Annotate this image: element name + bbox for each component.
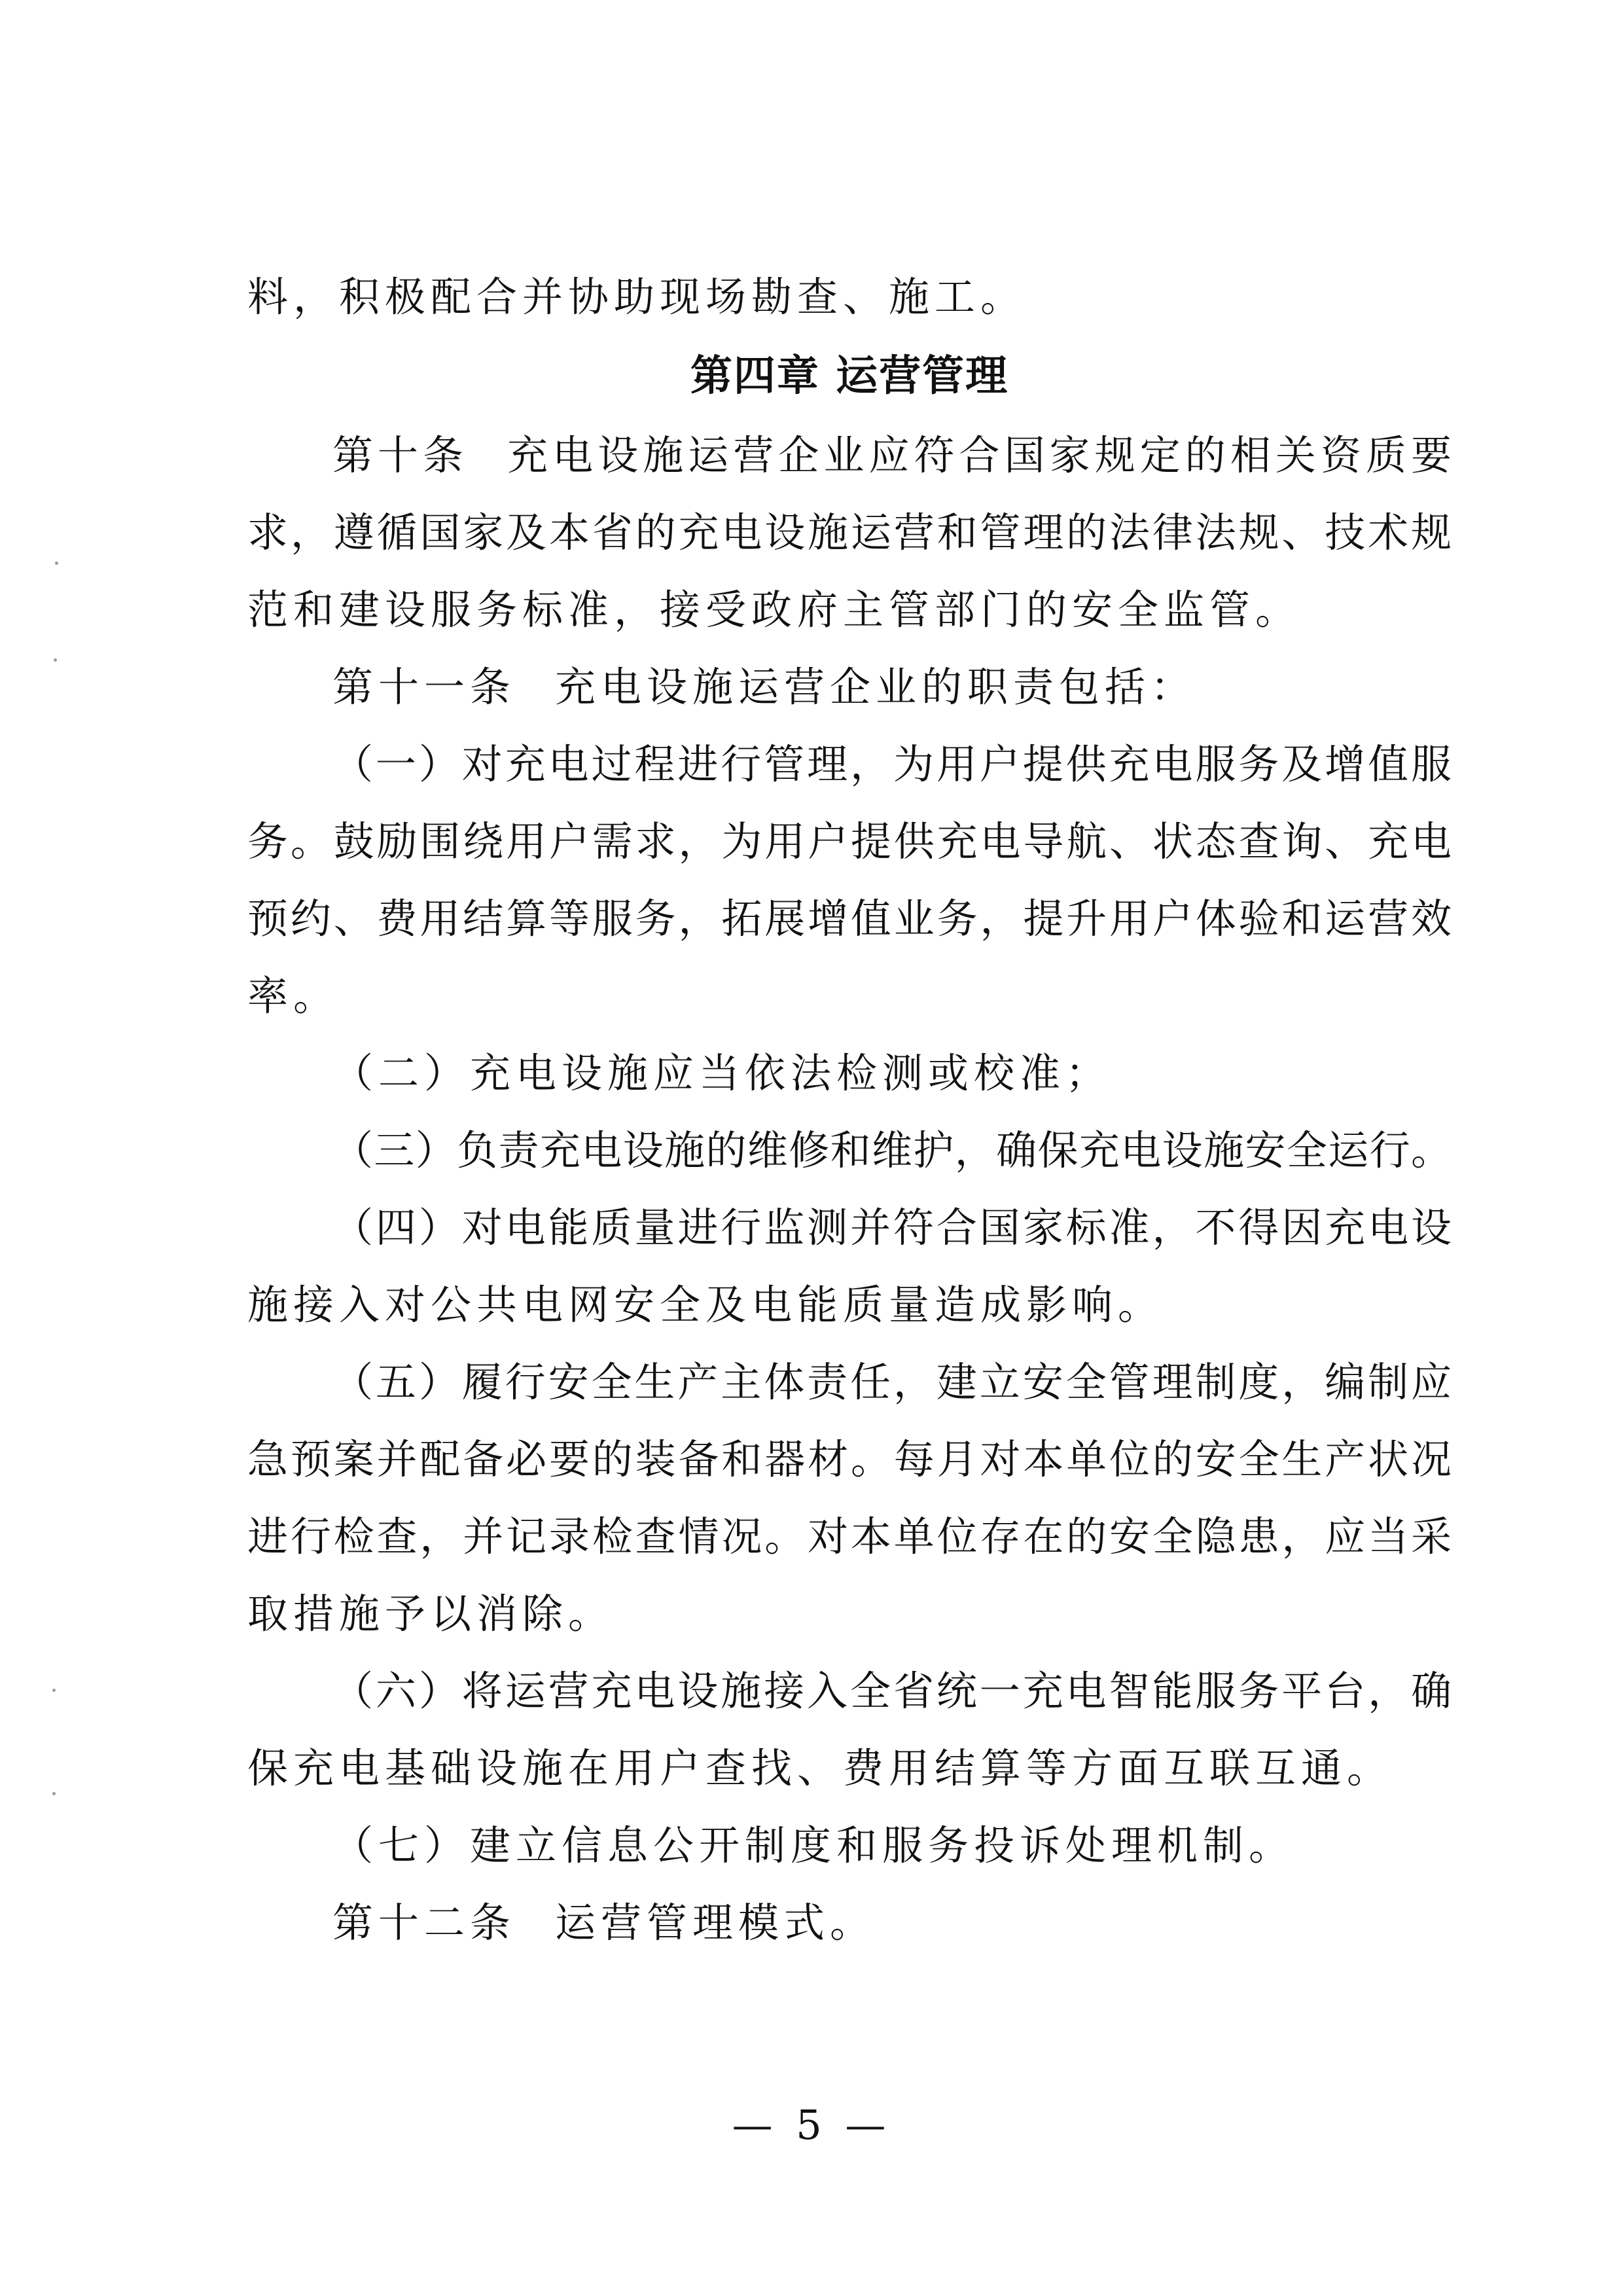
paragraph-line: 范和建设服务标准，接受政府主管部门的安全监管。 xyxy=(247,586,1302,634)
article-number: 第十一条 xyxy=(332,663,516,711)
paragraph-line: （五）履行安全生产主体责任，建立安全管理制度，编制应 xyxy=(332,1358,1452,1406)
paragraph-line: 急预案并配备必要的装备和器材。每月对本单位的安全生产状况 xyxy=(247,1435,1452,1483)
article-text: 充电设施运营企业应符合国家规定的相关资质要 xyxy=(507,431,1452,479)
margin-speck xyxy=(55,562,58,565)
article-11-line xyxy=(247,649,1452,726)
article-number: 第十二条 xyxy=(332,1899,516,1946)
paragraph-line: 求，遵循国家及本省的充电设施运营和管理的法律法规、技术规 xyxy=(247,509,1452,556)
paragraph-line: （二）充电设施应当依法检测或校准； xyxy=(332,1049,1112,1097)
article-10-first-line xyxy=(247,417,1452,494)
paragraph-line: （六）将运营充电设施接入全省统一充电智能服务平台，确 xyxy=(332,1667,1452,1715)
paragraph-line: 取措施予以消除。 xyxy=(247,1590,615,1638)
paragraph-line: （四）对电能质量进行监测并符合国家标准，不得因充电设 xyxy=(332,1204,1452,1251)
margin-speck xyxy=(52,1792,56,1795)
paragraph-line: 施接入对公共电网安全及电能质量造成影响。 xyxy=(247,1281,1164,1329)
body-text xyxy=(247,259,1452,1962)
paragraph-line: 保充电基础设施在用户查找、费用结算等方面互联互通。 xyxy=(247,1744,1393,1792)
article-number: 第十条 xyxy=(332,431,469,479)
article-text: 充电设施运营企业的职责包括： xyxy=(555,663,1197,711)
paragraph-line: 料，积极配合并协助现场勘查、施工。 xyxy=(247,273,1027,321)
paragraph-line: 进行检查，并记录检查情况。对本单位存在的安全隐患，应当采 xyxy=(247,1513,1452,1560)
paragraph-line: （三）负责充电设施的维修和维护，确保充电设施安全运行。 xyxy=(332,1126,1452,1174)
article-text: 运营管理模式。 xyxy=(555,1899,876,1946)
page-number: — 5 — xyxy=(732,2101,891,2149)
article-12-line xyxy=(247,1884,1452,1962)
paragraph-line: 率。 xyxy=(247,972,340,1020)
margin-speck xyxy=(52,1689,56,1692)
margin-speck xyxy=(54,658,57,662)
paragraph-line: （七）建立信息公开制度和服务投诉处理机制。 xyxy=(332,1821,1295,1869)
paragraph-line: 预约、费用结算等服务，拓展增值业务，提升用户体验和运营效 xyxy=(247,895,1452,942)
paragraph-line: 务。鼓励围绕用户需求，为用户提供充电导航、状态查询、充电 xyxy=(247,817,1452,865)
paragraph-line: （一）对充电过程进行管理，为用户提供充电服务及增值服 xyxy=(332,740,1452,788)
chapter-heading: 第四章 运营管理 xyxy=(690,352,1009,401)
